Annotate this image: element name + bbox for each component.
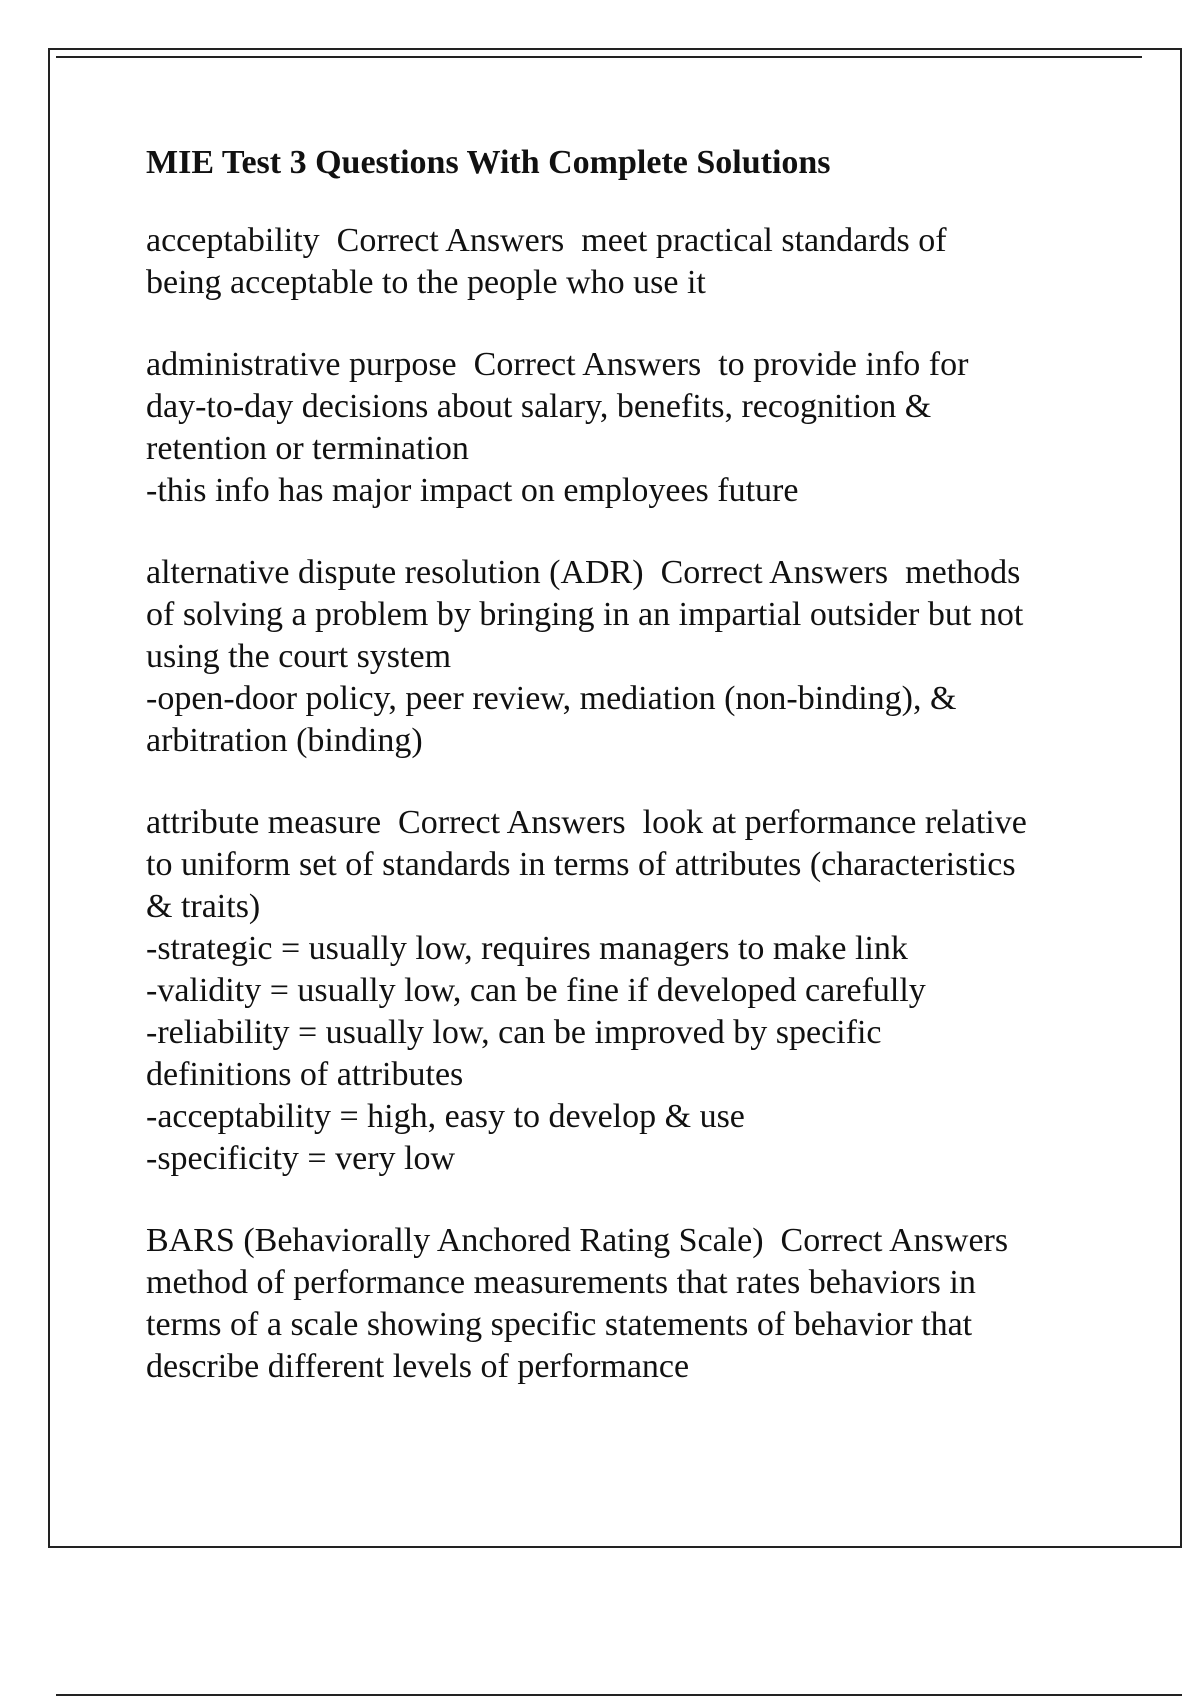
entry-alternative-dispute-resolution (146, 552, 1106, 762)
entry-line: attribute measure Correct Answers look at performance relative (146, 804, 1027, 841)
entry-line: -acceptability = high, easy to develop & use (146, 1098, 745, 1135)
entry-line: -reliability = usually low, can be improved by specific (146, 1014, 882, 1051)
document-content (146, 142, 1106, 1428)
top-rule (56, 56, 1142, 58)
entry-line: retention or termination (146, 430, 469, 467)
entry-line: day-to-day decisions about salary, benefits, recognition & (146, 388, 932, 425)
entry-attribute-measure (146, 802, 1106, 1180)
entry-line: to uniform set of standards in terms of attributes (characteristics (146, 846, 1016, 883)
entry-line: -strategic = usually low, requires managers to make link (146, 930, 908, 967)
entry-bars (146, 1220, 1106, 1388)
entry-line: administrative purpose Correct Answers to provide info for (146, 346, 969, 383)
entry-line: being acceptable to the people who use it (146, 264, 706, 301)
entry-line: -this info has major impact on employees future (146, 472, 799, 509)
entry-line: arbitration (binding) (146, 722, 423, 759)
entry-line: describe different levels of performance (146, 1348, 690, 1385)
entry-line: -specificity = very low (146, 1140, 456, 1177)
entry-line: method of performance measurements that rates behaviors in (146, 1264, 976, 1301)
entry-line: alternative dispute resolution (ADR) Correct Answers methods (146, 554, 1021, 591)
entry-line: using the court system (146, 638, 452, 675)
entry-line: definitions of attributes (146, 1056, 464, 1093)
bottom-rule (56, 1694, 1182, 1696)
entry-line: -open-door policy, peer review, mediation (non-binding), & (146, 680, 957, 717)
entry-line: acceptability Correct Answers meet practical standards of (146, 222, 947, 259)
entry-administrative-purpose (146, 344, 1106, 512)
entry-line: & traits) (146, 888, 261, 925)
entry-line: terms of a scale showing specific statements of behavior that (146, 1306, 973, 1343)
entry-line: of solving a problem by bringing in an impartial outsider but not (146, 596, 1024, 633)
page-title: MIE Test 3 Questions With Complete Solutions (146, 144, 831, 181)
entry-acceptability (146, 220, 1106, 304)
entry-line: BARS (Behaviorally Anchored Rating Scale) Correct Answers (146, 1222, 1009, 1259)
entry-line: -validity = usually low, can be fine if developed carefully (146, 972, 926, 1009)
